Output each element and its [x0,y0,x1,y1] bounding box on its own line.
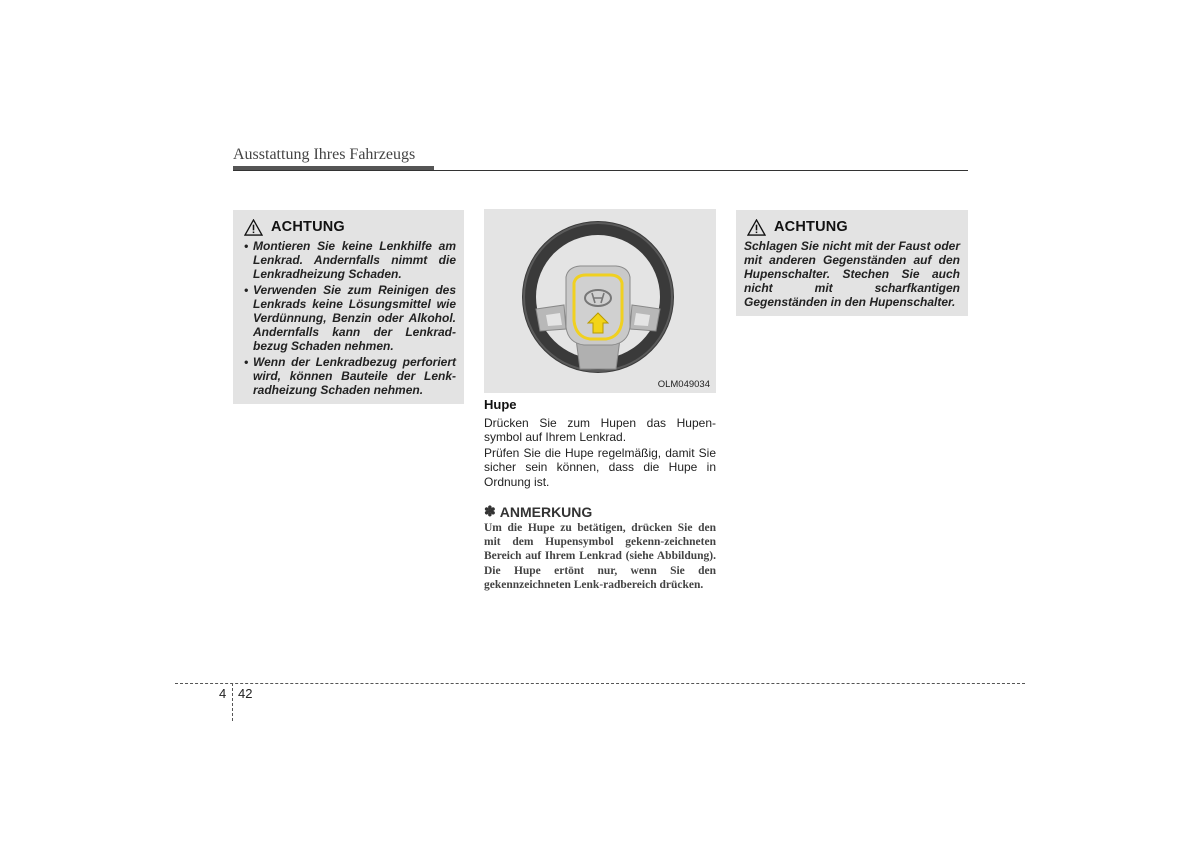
warning-header [747,218,960,236]
warning-title: ACHTUNG [774,219,848,235]
steering-wheel-horn-illustration [484,209,716,393]
warning-triangle-icon [747,219,766,236]
note-text: Um die Hupe zu betätigen, drücken Sie den mit dem Hupensymbol gekenn-zeichneten Bereich auf Ihrem Lenkrad (siehe Abbildung). Die Hupe ertönt nur, wenn Sie den gekennzeichneten Lenk-radbereich drücken. [484,522,716,591]
footer-divider [232,683,233,721]
warning-list-item: • Verwenden Sie zum Reinigen des Lenkrads keine Lösungsmittel wie Verdünnung, Benzin oder Alkohol. Andernfalls kann der Lenkrad-bezug Schaden nehmen. [244,283,456,353]
warning-title: ACHTUNG [271,219,345,235]
figure-code: OLM049034 [657,379,710,390]
chapter-number: 4 [219,686,227,701]
page-header-title: Ausstattung Ihres Fahrzeugs [233,146,416,163]
warning-triangle-icon [244,219,263,236]
warning-box-left [233,210,464,404]
note-asterisk-icon: ✽ [484,503,496,519]
warning-list-item: • Wenn der Lenkradbezug perforiert wird, können Bauteile der Lenk-radheizung Schaden nehmen. [244,355,456,397]
note-heading [484,503,716,520]
body-paragraph: Prüfen Sie die Hupe regelmäßig, damit Sie sicher sein können, dass die Hupe in Ordnung ist. [484,446,716,489]
page-number: 42 [238,686,253,701]
note-title: ANMERKUNG [499,503,593,520]
warning-list [241,239,456,397]
warning-box-right [736,210,968,316]
footer-rule [175,683,1025,684]
section-heading: Hupe [484,397,517,412]
warning-header [244,218,456,236]
warning-list-item: • Montieren Sie keine Lenkhilfe am Lenkrad. Andernfalls nimmt die Lenkradheizung Schaden. [244,239,456,281]
body-paragraph: Drücken Sie zum Hupen das Hupen-symbol auf Ihrem Lenkrad. [484,416,716,445]
header-rule [233,170,968,171]
steering-wheel-figure [484,209,716,393]
warning-text: Schlagen Sie nicht mit der Faust oder mit anderen Gegenständen auf den Hupenschalter. Stechen Sie auch nicht mit scharfkantigen Gegenständen in den Hupenschalter. [744,239,960,309]
